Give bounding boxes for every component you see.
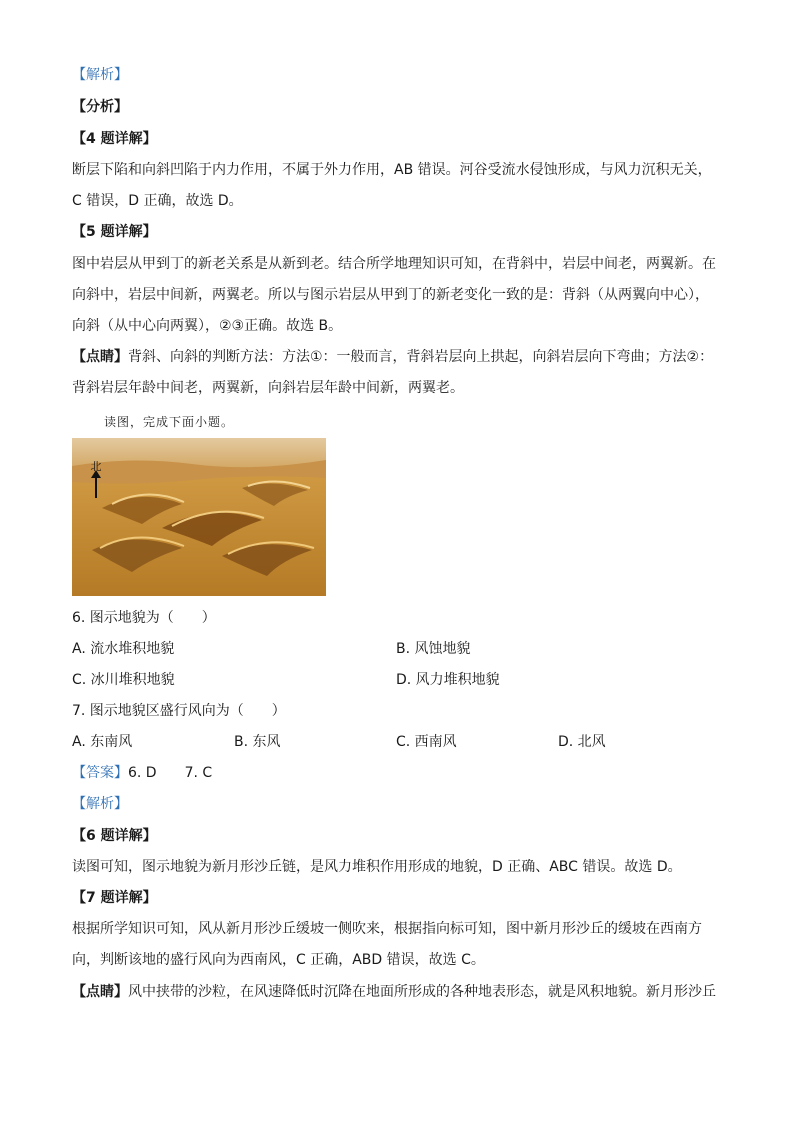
tip-line-2: 背斜岩层年龄中间老，两翼新，向斜岩层年龄中间新，两翼老。 (72, 380, 464, 396)
q7-option-c: C. 西南风 (396, 734, 457, 750)
question-intro: 读图，完成下面小题。 (104, 415, 235, 429)
desert-dune-image (72, 438, 326, 596)
answer-label: 【答案】 (72, 765, 128, 781)
tip-line-1 (72, 347, 713, 367)
tip-2-line-1 (72, 982, 716, 1002)
analysis-sub-label: 【分析】 (72, 99, 128, 115)
q7-detail-line-2: 向，判断该地的盛行风向为西南风，C 正确，ABD 错误，故选 C。 (72, 952, 485, 968)
q6-option-a: A. 流水堆积地貌 (72, 641, 175, 657)
answer-line (72, 763, 212, 783)
analysis-label-2: 【解析】 (72, 796, 128, 812)
north-arrow (86, 458, 106, 498)
tip-2-text: 风中挟带的沙粒，在风速降低时沉降在地面所形成的各种地表形态，就是风积地貌。新月形沙丘 (128, 984, 716, 1000)
q7-detail-heading: 【7 题详解】 (72, 890, 157, 906)
q7-detail-line-1: 根据所学知识可知，风从新月形沙丘缓坡一侧吹来，根据指向标可知，图中新月形沙丘的缓坡在西南方 (72, 921, 702, 937)
q5-detail-line-2: 向斜中，岩层中间新，两翼老。所以与图示岩层从甲到丁的新老变化一致的是：背斜（从两翼向中心）， (72, 287, 709, 303)
q5-detail-line-1: 图中岩层从甲到丁的新老关系是从新到老。结合所学地理知识可知，在背斜中，岩层中间老，两翼新。在 (72, 256, 716, 272)
tip-2-label: 【点睛】 (72, 984, 128, 1000)
q6-stem: 6. 图示地貌为（ ） (72, 610, 216, 626)
north-arrow-icon (95, 476, 97, 498)
q6-option-d: D. 风力堆积地貌 (396, 672, 500, 688)
q7-stem: 7. 图示地貌区盛行风向为（ ） (72, 703, 286, 719)
q7-option-b: B. 东风 (234, 734, 281, 750)
q6-option-c: C. 冰川堆积地貌 (72, 672, 175, 688)
q6-option-b: B. 风蚀地貌 (396, 641, 471, 657)
tip-text-1: 背斜、向斜的判断方法：方法①：一般而言，背斜岩层向上拱起，向斜岩层向下弯曲；方法②： (128, 349, 714, 365)
q6-detail-line-1: 读图可知，图示地貌为新月形沙丘链，是风力堆积作用形成的地貌，D 正确、ABC 错误。故选 D。 (72, 859, 682, 875)
q5-detail-heading: 【5 题详解】 (72, 224, 157, 240)
crescent-dune-photo (72, 438, 326, 596)
q6-detail-heading: 【6 题详解】 (72, 828, 157, 844)
answer-text: 6. D 7. C (128, 765, 213, 781)
tip-label: 【点睛】 (72, 349, 128, 365)
q5-detail-line-3: 向斜（从中心向两翼），②③正确。故选 B。 (72, 318, 343, 334)
q7-option-d: D. 北风 (558, 734, 606, 750)
q7-option-a: A. 东南风 (72, 734, 133, 750)
analysis-label: 【解析】 (72, 67, 128, 83)
q4-detail-heading: 【4 题详解】 (72, 131, 157, 147)
q4-detail-line-2: C 错误，D 正确，故选 D。 (72, 193, 243, 209)
q4-detail-line-1: 断层下陷和向斜凹陷于内力作用，不属于外力作用，AB 错误。河谷受流水侵蚀形成，与风力沉积无关， (72, 162, 712, 178)
north-label: 北 (90, 460, 102, 473)
